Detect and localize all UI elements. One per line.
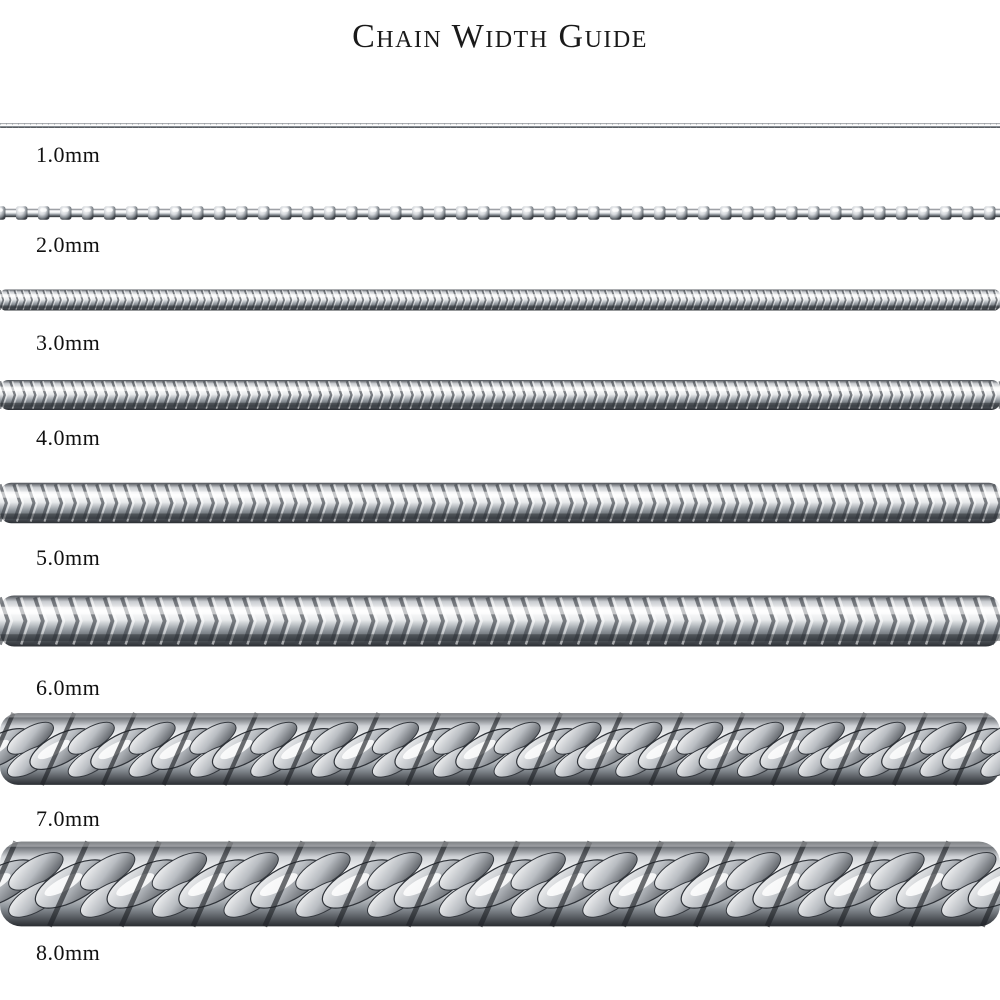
- chain-graphic-5mm: [0, 480, 1000, 526]
- chain-graphic-8mm: [0, 838, 1000, 930]
- chain-graphic-6mm: [0, 592, 1000, 650]
- chain-graphic-2mm: [0, 205, 1000, 221]
- page-title: Chain Width Guide: [352, 18, 648, 55]
- chain-label-2mm: 2.0mm: [36, 232, 101, 257]
- chain-label-6mm: 6.0mm: [36, 675, 101, 700]
- chain-label-1mm: 1.0mm: [36, 142, 101, 167]
- chain-label-5mm: 5.0mm: [36, 545, 101, 570]
- chain-graphic-3mm: [0, 288, 1000, 312]
- chain-graphic-7mm: [0, 710, 1000, 788]
- chain-graphic-4mm: [0, 378, 1000, 412]
- chain-label-3mm: 3.0mm: [36, 330, 101, 355]
- chain-graphic-1mm: [0, 122, 1000, 129]
- chain-label-7mm: 7.0mm: [36, 806, 101, 831]
- chain-label-8mm: 8.0mm: [36, 940, 101, 965]
- chain-label-4mm: 4.0mm: [36, 425, 101, 450]
